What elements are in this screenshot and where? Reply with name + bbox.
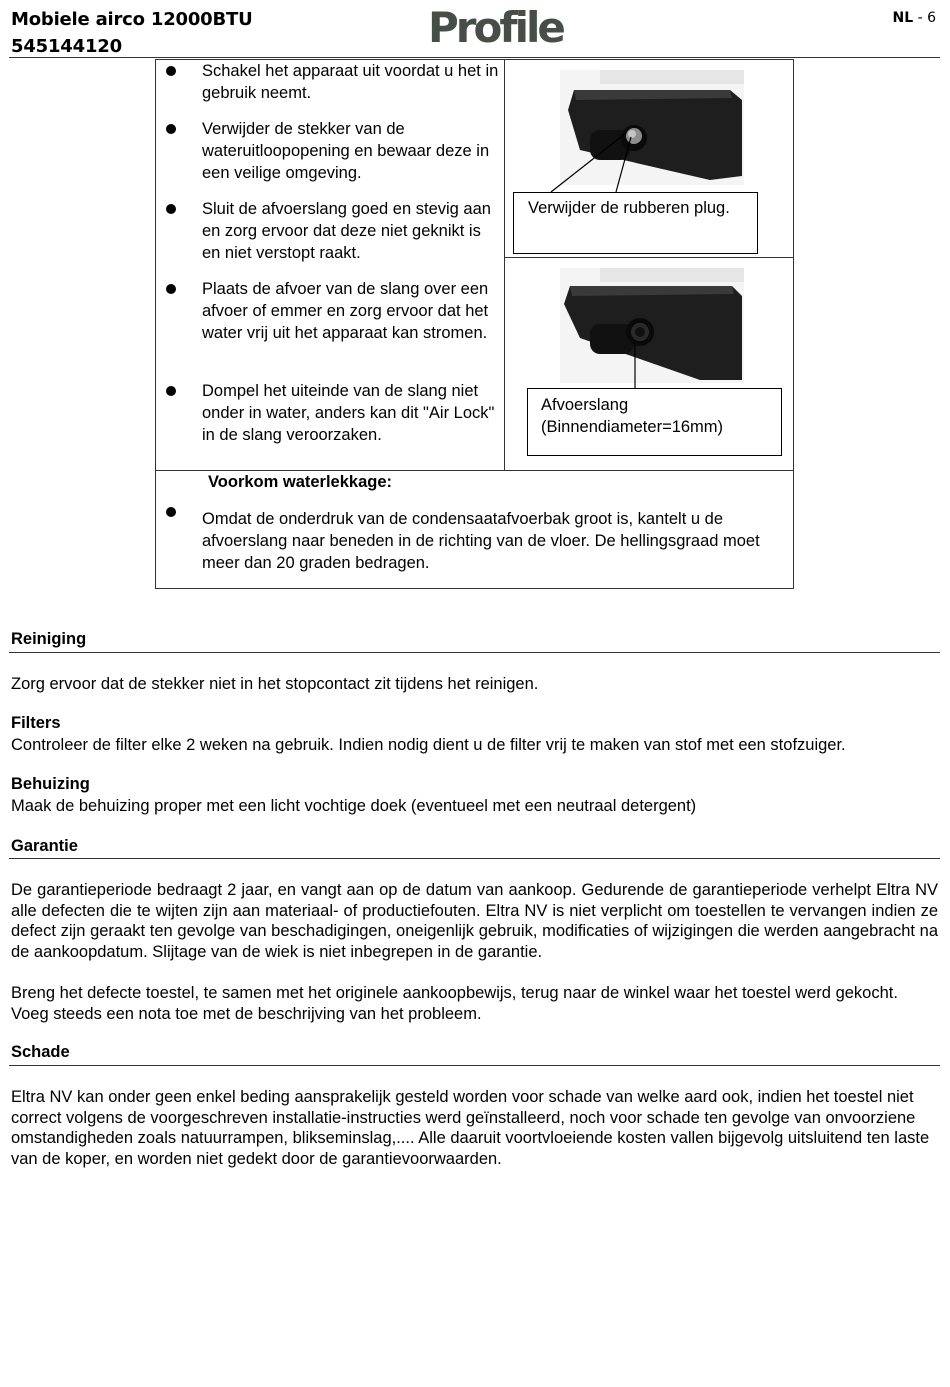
section-divider xyxy=(9,858,940,859)
bullet-icon xyxy=(166,124,176,134)
list-item: Dompel het uiteinde van de slang niet onder in water, anders kan dit "Air Lock" in de slang veroorzaken. xyxy=(202,382,495,444)
section-title-garantie: Garantie xyxy=(11,837,78,855)
subsection-title-filters: Filters xyxy=(11,714,61,732)
leak-prevention-title: Voorkom waterlekkage: xyxy=(208,473,393,491)
brand-logo: Profile xyxy=(428,3,563,52)
rubber-plug-caption xyxy=(513,192,758,254)
bullet-icon xyxy=(166,507,176,517)
document-title-line2: 545144120 xyxy=(11,36,122,57)
bullet-icon xyxy=(166,386,176,396)
drain-hose-pointer-line xyxy=(504,257,794,397)
drain-hose-caption-line1: Afvoerslang xyxy=(541,396,629,414)
section-title-reiniging: Reiniging xyxy=(11,630,87,648)
document-title-line1: Mobiele airco 12000BTU xyxy=(11,9,253,30)
rubber-plug-caption-text: Verwijder de rubberen plug. xyxy=(528,199,730,217)
section-title-schade: Schade xyxy=(11,1043,70,1061)
section-divider xyxy=(9,652,940,653)
drain-hose-caption xyxy=(527,388,782,456)
bullet-icon xyxy=(166,204,176,214)
language-code: NL xyxy=(892,10,914,26)
bullet-icon xyxy=(166,284,176,294)
subsection-title-behuizing: Behuizing xyxy=(11,775,90,793)
behuizing-text: Maak de behuizing proper met een licht vochtige doek (eventueel met een neutraal detergent) xyxy=(11,797,697,815)
document-title xyxy=(11,6,253,60)
schade-text: Eltra NV kan onder geen enkel beding aansprakelijk gesteld worden voor schade van welke aard ook, indien het toestel niet correct volgens de voorgeschreven installatie-instructies werd geïnstalleerd, noch voor schade ten gevolge van onvoorziene omstandigheden zoals natuurrampen, blikseminslag,.... Alle daaruit voortvloeiende kosten vallen bijgevolg uitsluitend ten laste van de koper, en worden niet gedekt door de garantievoorwaarden. xyxy=(11,1088,930,1168)
list-item: Sluit de afvoerslang goed en stevig aan en zorg ervoor dat deze niet geknikt is en niet verstopt raakt. xyxy=(202,200,491,262)
filters-text: Controleer de filter elke 2 weken na gebruik. Indien nodig dient u de filter vrij te maken van stof met een stofzuiger. xyxy=(11,736,846,754)
page-number xyxy=(893,10,937,26)
list-item: Schakel het apparaat uit voordat u het in gebruik neemt. xyxy=(202,62,499,102)
list-item: Verwijder de stekker van de wateruitloopopening en bewaar deze in een veilige omgeving. xyxy=(202,120,490,182)
bullet-icon xyxy=(166,66,176,76)
page-number-value: - 6 xyxy=(913,10,936,26)
garantie-paragraph-1: De garantieperiode bedraagt 2 jaar, en vangt aan op de datum van aankoop. Gedurende de garantieperiode verhelpt Eltra NV alle defecten die te wijten zijn aan materiaal- of productiefouten. Eltra NV is niet verplicht om toestellen te vervangen indien ze defect zijn geraakt ten gevolge van beschadigingen, oneigenlijk gebruik, modificaties of wijzigingen die werden aangebracht na de aankoopdatum. Slijtage van de wiek is niet inbegrepen in de garantie. xyxy=(11,881,938,961)
header-divider xyxy=(9,57,940,58)
drain-hose-caption-line2: (Binnendiameter=16mm) xyxy=(541,417,724,436)
reiniging-text: Zorg ervoor dat de stekker niet in het stopcontact zit tijdens het reinigen. xyxy=(11,675,539,693)
garantie-paragraph-2: Breng het defecte toestel, te samen met het originele aankoopbewijs, terug naar de winkel waar het toestel werd gekocht. Voeg steeds een nota toe met de beschrijving van het probleem. xyxy=(11,984,898,1023)
section-divider xyxy=(9,1065,940,1066)
list-item: Plaats de afvoer van de slang over een afvoer of emmer en zorg ervoor dat het water vrij uit het apparaat kan stromen. xyxy=(202,280,489,342)
leak-prevention-text: Omdat de onderdruk van de condensaatafvoerbak groot is, kantelt u de afvoerslang naar beneden in de richting van de vloer. De hellingsgraad moet meer dan 20 graden bedragen. xyxy=(202,510,760,572)
